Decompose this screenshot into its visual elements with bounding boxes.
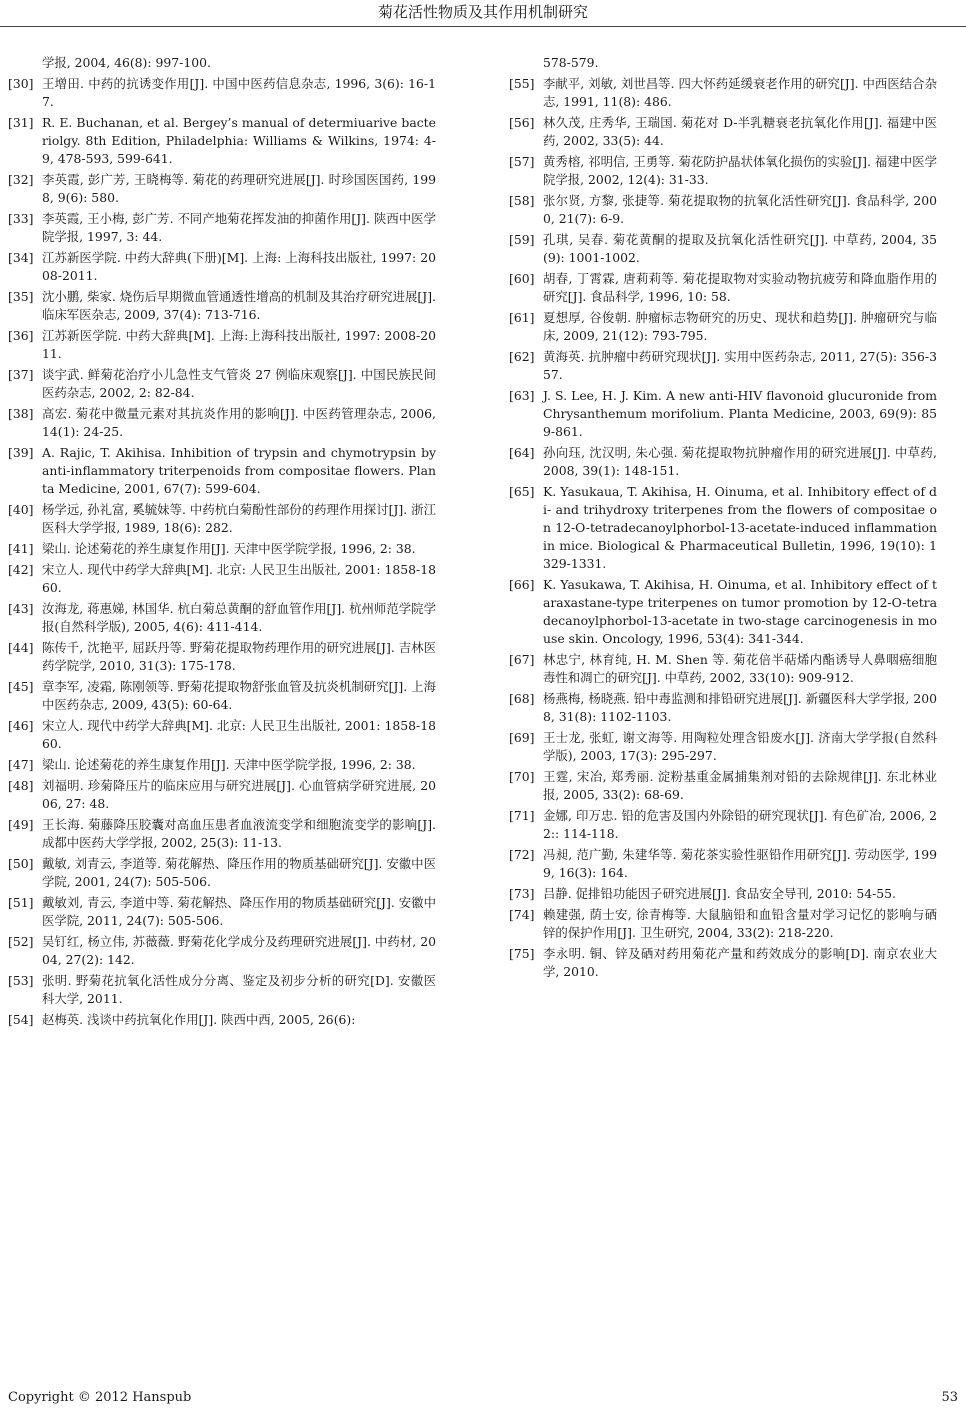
reference-entry <box>509 846 937 882</box>
reference-number: [69] <box>509 730 535 745</box>
reference-number: [51] <box>8 895 34 910</box>
reference-number: [45] <box>8 679 34 694</box>
reference-entry <box>8 501 436 537</box>
reference-text: 梁山. 论述菊花的养生康复作用[J]. 天津中医学院学报, 1996, 2: 38. <box>42 541 416 556</box>
reference-text: 李英霞, 王小梅, 彭广芳. 不同产地菊花挥发油的抑菌作用[J]. 陕西中医学院学报, 1997, 3: 44. <box>42 211 436 244</box>
reference-entry <box>509 729 937 765</box>
reference-number: [68] <box>509 691 535 706</box>
reference-number: [50] <box>8 856 34 871</box>
reference-entry <box>8 855 436 891</box>
reference-text: 林忠宁, 林育纯, H. M. Shen 等. 菊花倍半萜烯内酯诱导人鼻咽癌细胞毒性和凋亡的研究[J]. 中草药, 2002, 33(10): 909-912. <box>543 652 937 685</box>
reference-number: [35] <box>8 289 34 304</box>
page-number: 53 <box>941 1390 958 1405</box>
reference-text: 赖建强, 荫士安, 徐青梅等. 大鼠脑铅和血铅含量对学习记忆的影响与硒锌的保护作用[J]. 卫生研究, 2004, 33(2): 218-220. <box>543 907 937 940</box>
reference-number: [59] <box>509 232 535 247</box>
reference-entry <box>509 231 937 267</box>
reference-number: [60] <box>509 271 535 286</box>
reference-entry <box>509 768 937 804</box>
reference-entry <box>509 651 937 687</box>
reference-text: 戴敏刘, 青云, 李道中等. 菊花解热、降压作用的物质基础研究[J]. 安徽中医学院, 2011, 24(7): 505-506. <box>42 895 436 928</box>
reference-number: [34] <box>8 250 34 265</box>
reference-text: 胡春, 丁霄霖, 唐莉莉等. 菊花提取物对实验动物抗疲劳和降血脂作用的研究[J]. 食品科学, 1996, 10: 58. <box>543 271 937 304</box>
reference-text: 章李军, 凌霜, 陈刚领等. 野菊花提取物舒张血管及抗炎机制研究[J]. 上海中医药杂志, 2009, 43(5): 60-64. <box>42 679 436 712</box>
reference-entry <box>8 1011 436 1029</box>
reference-continuation: 578-579. <box>543 55 599 70</box>
reference-entry <box>8 405 436 441</box>
reference-list-right <box>509 75 937 981</box>
reference-entry <box>8 933 436 969</box>
reference-number: [62] <box>509 349 535 364</box>
reference-text: A. Rajic, T. Akihisa. Inhibition of trypsin and chymotrypsin by anti-inflammatory triterpenoids from compositae flowers. Planta Medicine, 2001, 67(7): 599-604. <box>42 445 436 496</box>
reference-number: [47] <box>8 757 34 772</box>
reference-number: [36] <box>8 328 34 343</box>
reference-continuation: 学报, 2004, 46(8): 997-100. <box>42 55 211 70</box>
reference-text: 戴敏, 刘青云, 李道等. 菊花解热、降压作用的物质基础研究[J]. 安徽中医学院, 2001, 24(7): 505-506. <box>42 856 436 889</box>
reference-entry <box>509 576 937 648</box>
reference-text: 吕静. 促排铅功能因子研究进展[J]. 食品安全导刊, 2010: 54-55. <box>543 886 896 901</box>
reference-text: 孔琪, 吴春. 菊花黄酮的提取及抗氧化活性研究[J]. 中草药, 2004, 35(9): 1001-1002. <box>543 232 937 265</box>
reference-text: 张明. 野菊花抗氧化活性成分分离、鉴定及初步分析的研究[D]. 安徽医科大学, 2011. <box>42 973 436 1006</box>
reference-number: [61] <box>509 310 535 325</box>
reference-entry <box>8 540 436 558</box>
reference-number: [55] <box>509 76 535 91</box>
reference-text: 林久茂, 庄秀华, 王瑞国. 菊花对 D-半乳糖衰老抗氧化作用[J]. 福建中医药, 2002, 33(5): 44. <box>543 115 937 148</box>
reference-column-left <box>8 54 436 1032</box>
reference-number: [73] <box>509 886 535 901</box>
reference-text: 王士龙, 张虹, 谢文海等. 用陶粒处理含铅废水[J]. 济南大学学报(自然科学版), 2003, 17(3): 295-297. <box>543 730 937 763</box>
reference-entry <box>8 171 436 207</box>
reference-entry <box>8 639 436 675</box>
reference-number: [66] <box>509 577 535 592</box>
reference-entry <box>8 288 436 324</box>
reference-entry <box>8 717 436 753</box>
reference-text: 李英霞, 彭广芳, 王晓梅等. 菊花的药理研究进展[J]. 时珍国医国药, 1998, 9(6): 580. <box>42 172 436 205</box>
reference-text: 冯昶, 范广勤, 朱建华等. 菊花茶实验性驱铅作用研究[J]. 劳动医学, 1999, 16(3): 164. <box>543 847 937 880</box>
reference-entry <box>509 348 937 384</box>
reference-list-left <box>8 75 436 1029</box>
reference-text: 王增田. 中药的抗诱变作用[J]. 中国中医药信息杂志, 1996, 3(6): 16-17. <box>42 76 436 109</box>
reference-number: [37] <box>8 367 34 382</box>
reference-entry <box>8 114 436 168</box>
running-header <box>0 0 966 27</box>
reference-entry <box>509 387 937 441</box>
reference-entry <box>509 114 937 150</box>
reference-entry <box>8 777 436 813</box>
reference-entry <box>509 483 937 573</box>
reference-number: [58] <box>509 193 535 208</box>
reference-number: [38] <box>8 406 34 421</box>
reference-entry <box>8 894 436 930</box>
reference-text: 黄秀榕, 祁明信, 王勇等. 菊花防护晶状体氧化损伤的实验[J]. 福建中医学院学报, 2002, 12(4): 31-33. <box>543 154 937 187</box>
copyright-notice: Copyright © 2012 Hanspub <box>8 1390 192 1405</box>
reference-text: 吴钉红, 杨立伟, 苏薇薇. 野菊花化学成分及药理研究进展[J]. 中药材, 2004, 27(2): 142. <box>42 934 436 967</box>
reference-entry <box>509 75 937 111</box>
reference-text: 张尔贤, 方黎, 张捷等. 菊花提取物的抗氧化活性研究[J]. 食品科学, 2000, 21(7): 6-9. <box>543 193 937 226</box>
reference-number: [42] <box>8 562 34 577</box>
reference-text: J. S. Lee, H. J. Kim. A new anti-HIV flavonoid glucuronide from Chrysanthemum morifolium. Planta Medicine, 2003, 69(9): 859-861. <box>543 388 937 439</box>
reference-text: 黄海英. 抗肿瘤中药研究现状[J]. 实用中医药杂志, 2011, 27(5): 356-357. <box>543 349 937 382</box>
page-footer <box>8 1388 958 1408</box>
reference-text: 杨燕梅, 杨晓燕. 铅中毒监测和排铅研究进展[J]. 新疆医科大学学报, 2008, 31(8): 1102-1103. <box>543 691 937 724</box>
reference-entry <box>8 816 436 852</box>
reference-entry <box>8 210 436 246</box>
reference-entry <box>8 366 436 402</box>
reference-number: [63] <box>509 388 535 403</box>
reference-number: [41] <box>8 541 34 556</box>
reference-number: [56] <box>509 115 535 130</box>
reference-text: 李献平, 刘敏, 刘世昌等. 四大怀药延缓衰老作用的研究[J]. 中西医结合杂志, 1991, 11(8): 486. <box>543 76 937 109</box>
reference-text: 汝海龙, 蒋惠娣, 林国华. 杭白菊总黄酮的舒血管作用[J]. 杭州师范学院学报(自然科学版), 2005, 4(6): 411-414. <box>42 601 436 634</box>
reference-text: K. Yasukaua, T. Akihisa, H. Oinuma, et al. Inhibitory effect of di- and trihydroxy triterpenes from the flowers of compositae on 12-O-tetradecanoylphorbol-13-acetate-induced inflammation in mice. Biological & Pharmaceutical Bulletin, 1996, 19(10): 1329-1331. <box>543 484 937 571</box>
reference-number: [72] <box>509 847 535 862</box>
reference-text: 夏想厚, 谷俊朝. 肿瘤标志物研究的历史、现状和趋势[J]. 肿瘤研究与临床, 2009, 21(12): 793-795. <box>543 310 937 343</box>
reference-entry <box>509 270 937 306</box>
reference-number: [30] <box>8 76 34 91</box>
reference-text: 王霆, 宋冶, 郑秀丽. 淀粉基重金属捕集剂对铅的去除规律[J]. 东北林业报, 2005, 33(2): 68-69. <box>543 769 937 802</box>
reference-text: R. E. Buchanan, et al. Bergey’s manual of determiuarive bacteriolgy. 8th Edition, Philadelphia: Williams & Wilkins, 1974: 4-9, 478-593, 599-641. <box>42 115 436 166</box>
reference-entry <box>509 945 937 981</box>
reference-entry <box>509 807 937 843</box>
reference-entry <box>8 756 436 774</box>
reference-number: [32] <box>8 172 34 187</box>
reference-entry <box>8 75 436 111</box>
reference-number: [31] <box>8 115 34 130</box>
reference-number: [40] <box>8 502 34 517</box>
reference-number: [67] <box>509 652 535 667</box>
reference-number: [74] <box>509 907 535 922</box>
reference-entry <box>509 192 937 228</box>
reference-entry <box>8 444 436 498</box>
reference-entry <box>8 249 436 285</box>
reference-number: [75] <box>509 946 535 961</box>
reference-number: [43] <box>8 601 34 616</box>
reference-number: [57] <box>509 154 535 169</box>
reference-number: [49] <box>8 817 34 832</box>
reference-entry <box>509 690 937 726</box>
reference-number: [46] <box>8 718 34 733</box>
reference-text: 宋立人. 现代中药学大辞典[M]. 北京: 人民卫生出版社, 2001: 1858-1860. <box>42 718 436 751</box>
reference-text: 金娜, 印万忠. 铅的危害及国内外除铅的研究现状[J]. 有色矿冶, 2006, 22:: 114-118. <box>543 808 937 841</box>
reference-number: [54] <box>8 1012 34 1027</box>
reference-text: 刘福明. 珍菊降压片的临床应用与研究进展[J]. 心血管病学研究进展, 2006, 27: 48. <box>42 778 436 811</box>
reference-text: 赵梅英. 浅谈中药抗氧化作用[J]. 陕西中西, 2005, 26(6): <box>42 1012 356 1027</box>
reference-number: [65] <box>509 484 535 499</box>
reference-entry <box>509 444 937 480</box>
reference-text: 宋立人. 现代中药学大辞典[M]. 北京: 人民卫生出版社, 2001: 1858-1860. <box>42 562 436 595</box>
reference-entry <box>509 885 937 903</box>
reference-number: [70] <box>509 769 535 784</box>
reference-entry <box>8 600 436 636</box>
reference-text: 谈宇武. 鲜菊花治疗小儿急性支气管炎 27 例临床观察[J]. 中国民族民间医药杂志, 2002, 2: 82-84. <box>42 367 436 400</box>
reference-text: K. Yasukawa, T. Akihisa, H. Oinuma, et al. Inhibitory effect of taraxastane-type triterpenes on tumor promotion by 12-O-tetradecanoylphorbol-13-acetate in two-stage carcinogenesis in mouse skin. Oncology, 1996, 53(4): 341-344. <box>543 577 937 646</box>
reference-entry <box>509 906 937 942</box>
reference-number: [33] <box>8 211 34 226</box>
reference-number: [39] <box>8 445 34 460</box>
reference-number: [48] <box>8 778 34 793</box>
reference-text: 孙向珏, 沈汉明, 朱心强. 菊花提取物抗肿瘤作用的研究进展[J]. 中草药, 2008, 39(1): 148-151. <box>543 445 937 478</box>
reference-text: 杨学远, 孙礼富, 奚毓妹等. 中药杭白菊酚性部份的药理作用探讨[J]. 浙江医科大学学报, 1989, 18(6): 282. <box>42 502 436 535</box>
reference-column-right <box>509 54 937 984</box>
reference-number: [64] <box>509 445 535 460</box>
reference-entry <box>509 153 937 189</box>
reference-entry <box>8 972 436 1008</box>
reference-number: [71] <box>509 808 535 823</box>
reference-entry <box>8 561 436 597</box>
reference-text: 沈小鹏, 柴家. 烧伤后早期微血管通透性增高的机制及其治疗研究进展[J]. 临床军医杂志, 2009, 37(4): 713-716. <box>42 289 436 322</box>
reference-number: [44] <box>8 640 34 655</box>
reference-text: 李永明. 铜、锌及硒对药用菊花产量和药效成分的影响[D]. 南京农业大学, 2010. <box>543 946 937 979</box>
reference-text: 江苏新医学院. 中药大辞典[M]. 上海:上海科技出版社, 1997: 2008-2011. <box>42 328 436 361</box>
reference-text: 陈传千, 沈艳平, 屈跃丹等. 野菊花提取物药理作用的研究进展[J]. 吉林医药学院学, 2010, 31(3): 175-178. <box>42 640 436 673</box>
reference-entry <box>8 678 436 714</box>
reference-text: 江苏新医学院. 中药大辞典(下册)[M]. 上海: 上海科技出版社, 1997: 2008-2011. <box>42 250 436 283</box>
reference-entry <box>8 327 436 363</box>
header-title: 菊花活性物质及其作用机制研究 <box>377 3 588 21</box>
reference-text: 王长海. 菊藤降压胶囊对高血压患者血液流变学和细胞流变学的影响[J]. 成都中医药大学学报, 2002, 25(3): 11-13. <box>42 817 436 850</box>
reference-text: 梁山. 论述菊花的养生康复作用[J]. 天津中医学院学报, 1996, 2: 38. <box>42 757 416 772</box>
reference-number: [53] <box>8 973 34 988</box>
reference-text: 高宏. 菊花中微量元素对其抗炎作用的影响[J]. 中医药管理杂志, 2006, 14(1): 24-25. <box>42 406 436 439</box>
reference-number: [52] <box>8 934 34 949</box>
reference-entry <box>509 309 937 345</box>
